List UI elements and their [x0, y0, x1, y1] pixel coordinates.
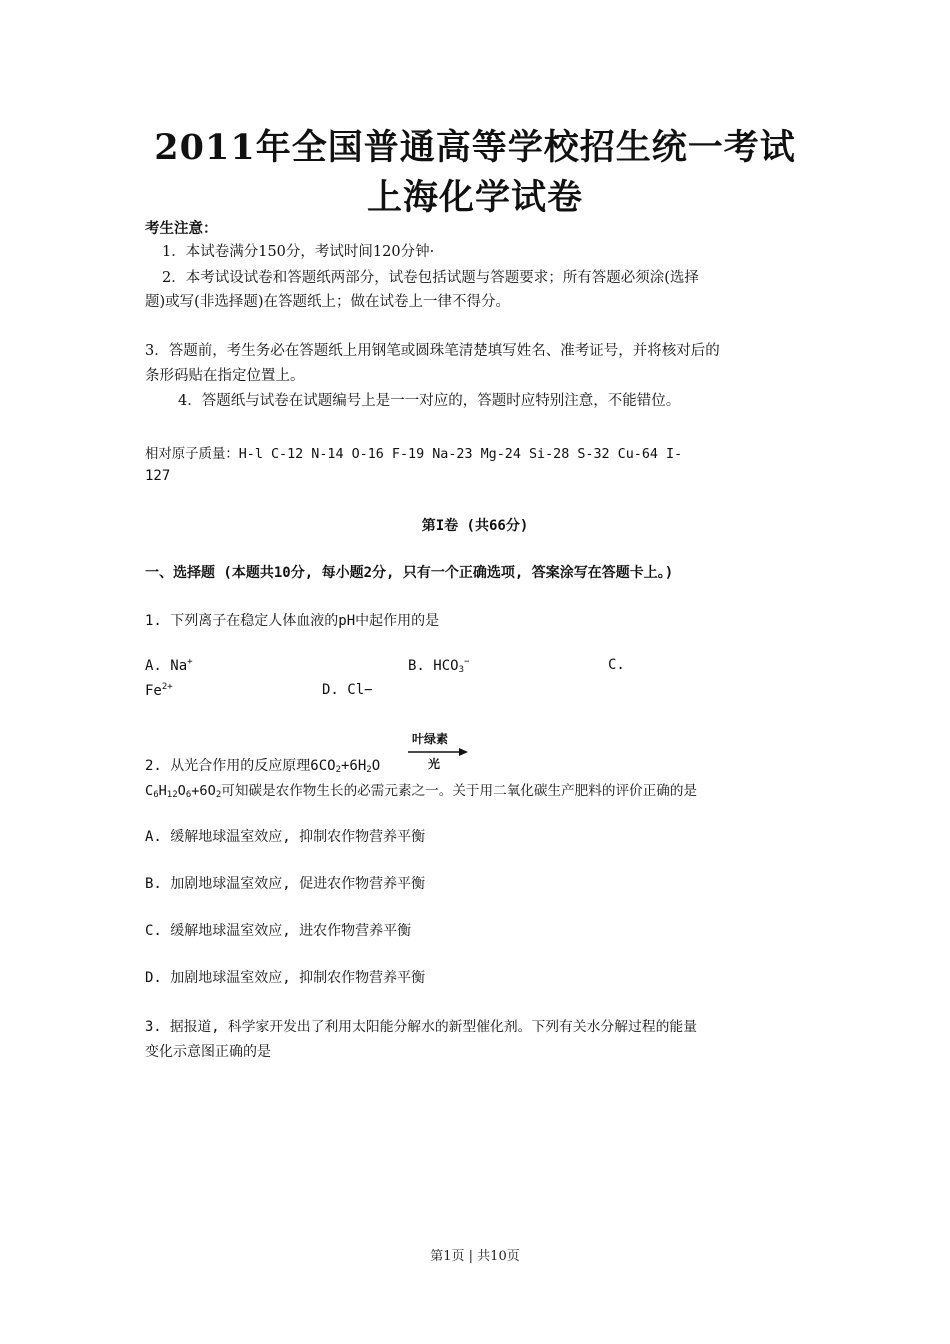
arrow-bottom-label: 光 — [428, 757, 441, 771]
option-c-charge: 2+ — [161, 682, 173, 692]
question-1-option-a — [145, 657, 193, 674]
notice-item-3b: 条形码贴在指定位置上。 — [145, 368, 305, 384]
q2-stem-prefix: 2. 从光合作用的反应原理6CO — [145, 758, 336, 774]
option-a-text: A. Na — [145, 658, 188, 674]
q2-formula-s2: 12 — [166, 790, 178, 800]
question-1-option-d: D. Cl− — [322, 682, 373, 698]
question-2-stem — [145, 755, 380, 775]
question-1-option-b — [408, 657, 469, 675]
q2-stem-end: O — [371, 758, 381, 774]
notice-heading: 考生注意： — [145, 220, 218, 237]
question-1-option-c-label: C. — [608, 657, 625, 673]
notice-item-2b: 题)或写(非选择题)在答题纸上；做在试卷上一律不得分。 — [145, 294, 510, 310]
notice-item-4: 4．答题纸与试卷在试题编号上是一一对应的，答题时应特别注意，不能错位。 — [178, 393, 681, 409]
question-1-option-c — [145, 682, 173, 699]
notice-item-1: 1．本试卷满分150分，考试时间120分钟· — [162, 244, 435, 260]
q2-stem-mid: +6H — [341, 758, 367, 774]
part-1-heading: 第I卷 (共66分) — [421, 518, 529, 534]
q2-formula-c: C — [145, 783, 154, 799]
question-2-option-b: B. 加剧地球温室效应, 促进农作物营养平衡 — [145, 876, 426, 892]
q2-sub-1: 2 — [335, 765, 341, 775]
option-b-charge: − — [464, 657, 470, 667]
q2-formula-s1: 6 — [153, 790, 159, 800]
option-c-text: Fe — [145, 683, 162, 699]
question-2-option-c: C. 缓解地球温室效应, 进农作物营养平衡 — [145, 923, 412, 939]
question-3-line-1: 3. 据报道, 科学家开发出了利用太阳能分解水的新型催化剂。下列有关水分解过程的能量 — [145, 1019, 698, 1035]
arrow-top-label: 叶绿素 — [412, 732, 449, 746]
q2-formula-s3: 6 — [185, 790, 192, 800]
atomic-mass-line-1: 相对原子质量：H-l C-12 N-14 O-16 F-19 Na-23 Mg-24 Si-28 S-32 Cu-64 I- — [145, 447, 683, 462]
q2-sub-2: 2 — [366, 765, 372, 775]
option-b-subscript: 3 — [458, 665, 464, 675]
option-b-text: B. HCO — [408, 658, 459, 674]
q2-formula-s4: 2 — [215, 790, 222, 800]
option-a-charge: + — [187, 657, 193, 667]
question-2-line-2 — [145, 779, 697, 800]
question-1-stem: 1. 下列离子在稳定人体血液的pH中起作用的是 — [145, 613, 440, 629]
q2-formula-h: H — [158, 783, 167, 799]
q2-formula-o: O — [177, 783, 186, 799]
question-2-option-a: A. 缓解地球温室效应, 抑制农作物营养平衡 — [145, 829, 426, 845]
title-line-1: 2011年全国普通高等学校招生统一考试 — [154, 127, 796, 168]
reaction-arrow — [406, 728, 468, 772]
notice-item-3a: 3．答题前，考生务必在答题纸上用钢笔或圆珠笔清楚填写姓名、准考证号，并将核对后的 — [145, 343, 720, 359]
page-footer: 第1页 | 共10页 — [430, 1249, 520, 1264]
question-2-option-d: D. 加剧地球温室效应, 抑制农作物营养平衡 — [145, 970, 426, 986]
atomic-mass-line-2: 127 — [145, 468, 171, 484]
question-3-line-2: 变化示意图正确的是 — [145, 1044, 271, 1060]
title-line-2: 上海化学试卷 — [366, 177, 583, 218]
section-1-heading: 一、选择题 (本题共10分, 每小题2分, 只有一个正确选项, 答案涂写在答题卡上。) — [145, 565, 674, 581]
notice-item-2a: 2．本考试设试卷和答题纸两部分，试卷包括试题与答题要求；所有答题必须涂(选择 — [162, 270, 699, 286]
q2-formula-o2: +6O — [191, 783, 216, 799]
q2-line-2-rest: 可知碳是农作物生长的必需元素之一。关于用二氧化碳生产肥料的评价正确的是 — [221, 783, 698, 799]
